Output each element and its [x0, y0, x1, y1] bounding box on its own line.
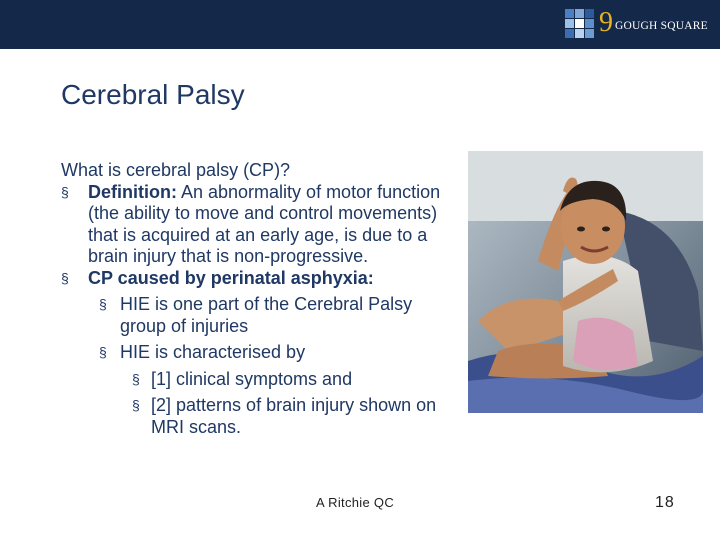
logo-text: GOUGH SQUARE: [615, 20, 708, 32]
intro-line: [61, 160, 451, 182]
definition-text: An abnormality of motor function (the ability to move and control movements) that is acquired at an early age, is due to a brain injury that is non-progressive.: [88, 181, 441, 266]
sub-sub-item-text: [1] clinical symptoms and: [151, 368, 353, 389]
intro-text: What is cerebral palsy (CP)?: [61, 160, 291, 180]
sub-sub-item: [61, 369, 451, 391]
footer-author: A Ritchie QC: [316, 495, 395, 510]
sub-item-text: HIE is characterised by: [120, 342, 306, 362]
logo-number: 9: [599, 7, 613, 38]
square-bullet-icon: §: [61, 183, 69, 200]
square-bullet-icon: §: [99, 296, 107, 312]
asphyxia-heading: CP caused by perinatal asphyxia:: [88, 267, 374, 288]
slide-title: Cerebral Palsy: [61, 79, 245, 110]
definition-label: Definition:: [88, 181, 177, 202]
square-bullet-icon: §: [61, 269, 69, 286]
sub-item: [61, 342, 451, 364]
photo-illustration: [468, 151, 703, 413]
child-photo: [468, 151, 703, 413]
gough-square-logo: [565, 9, 715, 41]
header-bar: [0, 0, 720, 49]
square-bullet-icon: §: [99, 344, 107, 360]
asphyxia-item: [61, 268, 451, 290]
slide-body: [61, 160, 451, 438]
slide-number: 18: [655, 494, 675, 511]
sub-item-text: HIE is one part of the Cerebral Palsy group of injuries: [120, 294, 413, 336]
square-bullet-icon: §: [132, 370, 140, 387]
sub-item: [61, 294, 451, 337]
square-grid-icon: [565, 9, 595, 39]
definition-item: [61, 182, 451, 268]
square-bullet-icon: §: [132, 397, 140, 413]
sub-sub-item-text: [2] patterns of brain injury shown on MRI scans.: [151, 395, 437, 437]
sub-sub-item: [61, 395, 451, 438]
